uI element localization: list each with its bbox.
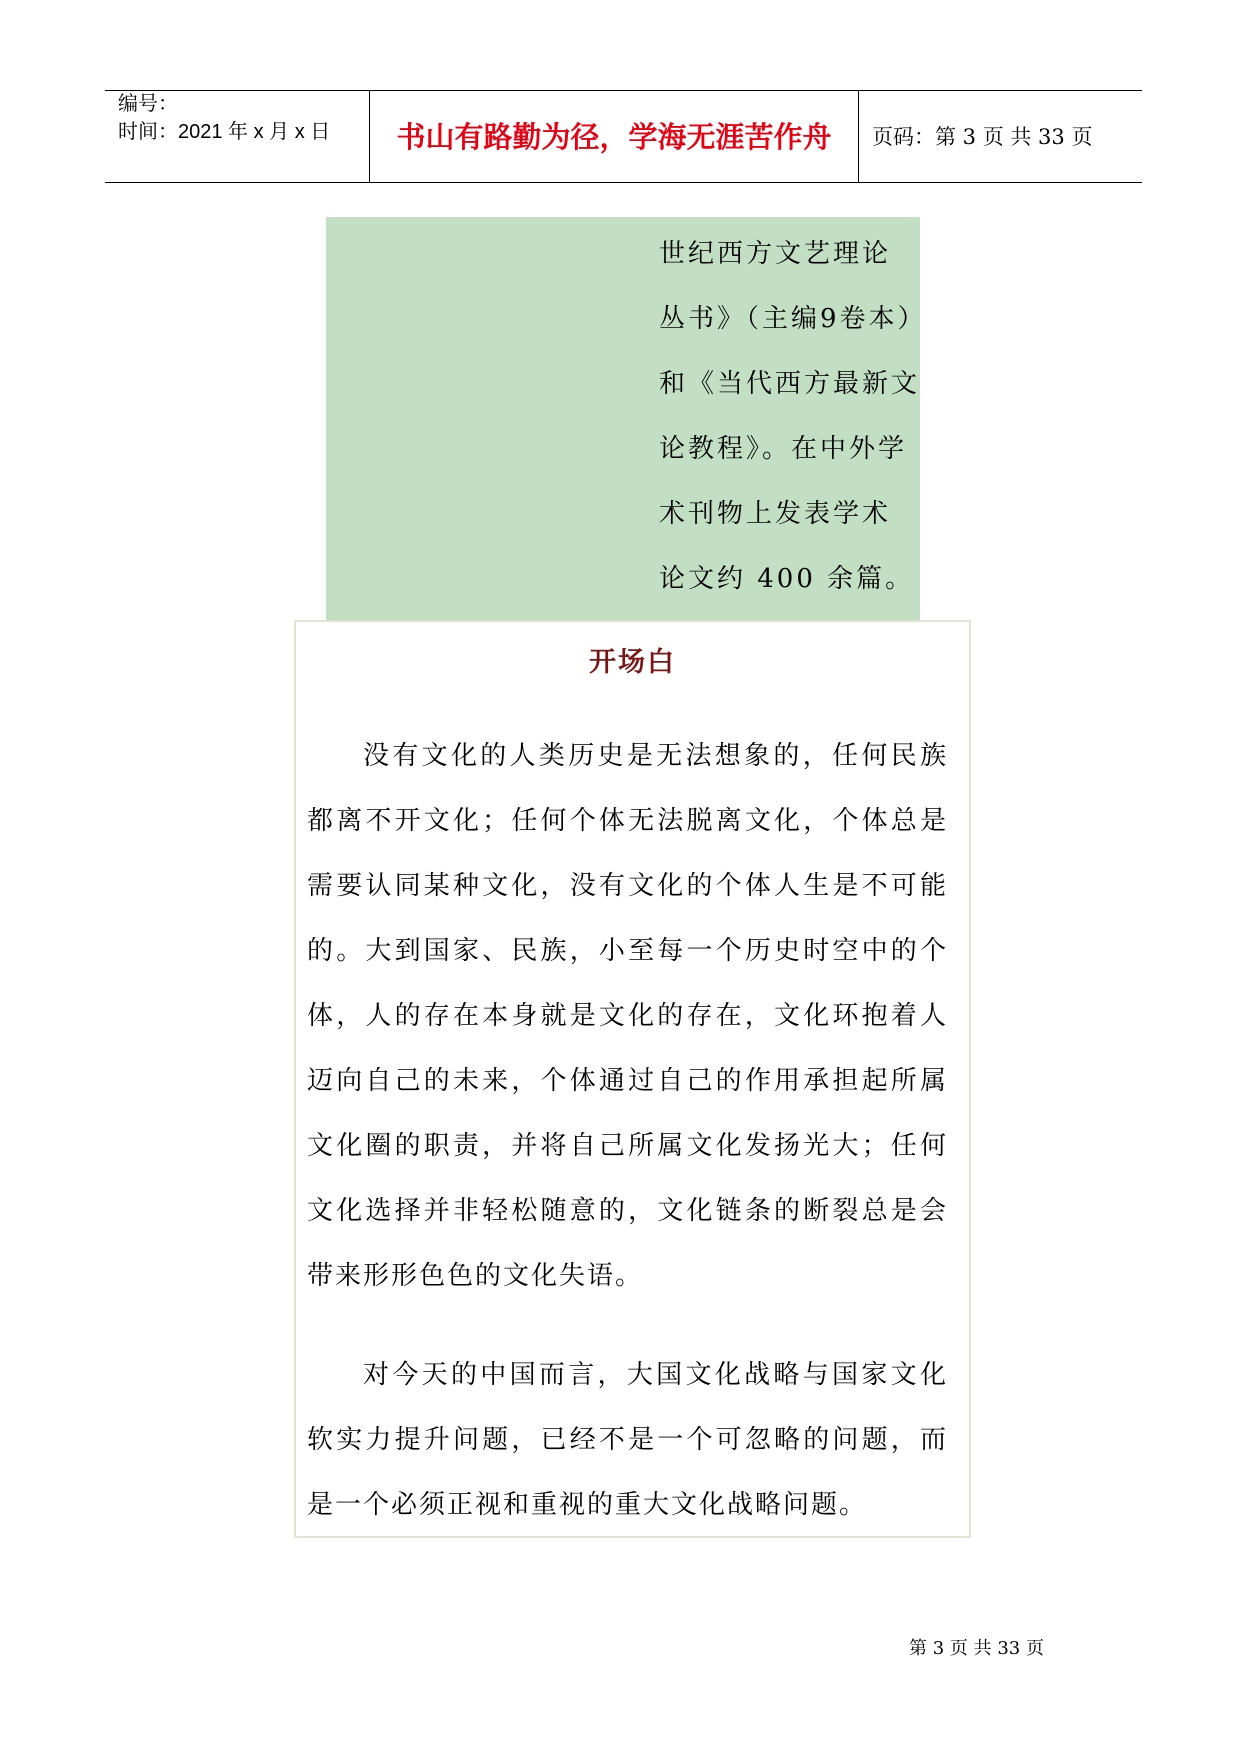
opening-paragraph-2 — [307, 1343, 948, 1538]
date-label: 时间：2021 年 x 月 x 日 — [118, 121, 331, 143]
opening-remarks-title: 开场白 — [589, 647, 676, 678]
header-motto: 书山有路勤为径，学海无涯苦作舟 — [396, 120, 832, 154]
opening-remarks-box — [294, 620, 971, 1538]
bio-line: 论文约 400 余篇。 — [659, 564, 915, 594]
opening-paragraph-1 — [307, 724, 948, 1309]
paragraph-line: 都离不开文化；任何个体无法脱离文化，个体总是 — [307, 806, 948, 836]
header-bottom-rule — [105, 182, 1142, 183]
paragraph-line: 的。大到国家、民族，小至每一个历史时空中的个 — [307, 936, 948, 966]
paragraph-line: 软实力提升问题，已经不是一个可忽略的问题，而 — [307, 1425, 948, 1455]
author-bio-box — [326, 217, 927, 620]
paragraph-line: 是一个必须正视和重视的重大文化战略问题。 — [307, 1490, 868, 1520]
footer-page-number: 第 3 页 共 33 页 — [909, 1638, 1044, 1659]
paragraph-line: 文化选择并非轻松随意的，文化链条的断裂总是会 — [307, 1196, 948, 1226]
header-divider-right — [858, 90, 859, 183]
paragraph-line: 带来形形色色的文化失语。 — [307, 1261, 644, 1291]
paragraph-line: 需要认同某种文化，没有文化的个体人生是不可能 — [307, 871, 948, 901]
header-top-rule — [105, 90, 1142, 91]
bio-line: 和《当代西方最新文 — [659, 369, 921, 399]
bio-line: 术刊物上发表学术 — [659, 499, 892, 529]
bio-line: 丛书》（主编9卷本） — [659, 304, 927, 334]
paragraph-line: 没有文化的人类历史是无法想象的，任何民族 — [363, 741, 948, 771]
bio-line: 论教程》。在中外学 — [659, 434, 908, 464]
paragraph-line: 体，人的存在本身就是文化的存在，文化环抱着人 — [307, 1001, 948, 1031]
header-page-info: 页码：第 3 页 共 33 页 — [872, 125, 1093, 149]
author-bio-text — [659, 222, 927, 612]
paragraph-line: 迈向自己的未来，个体通过自己的作用承担起所属 — [307, 1066, 948, 1096]
bio-line: 世纪西方文艺理论 — [659, 239, 892, 269]
paragraph-line: 对今天的中国而言，大国文化战略与国家文化 — [363, 1360, 948, 1390]
paragraph-line: 文化圈的职责，并将自己所属文化发扬光大；任何 — [307, 1131, 948, 1161]
serial-number-label: 编号： — [118, 93, 178, 115]
